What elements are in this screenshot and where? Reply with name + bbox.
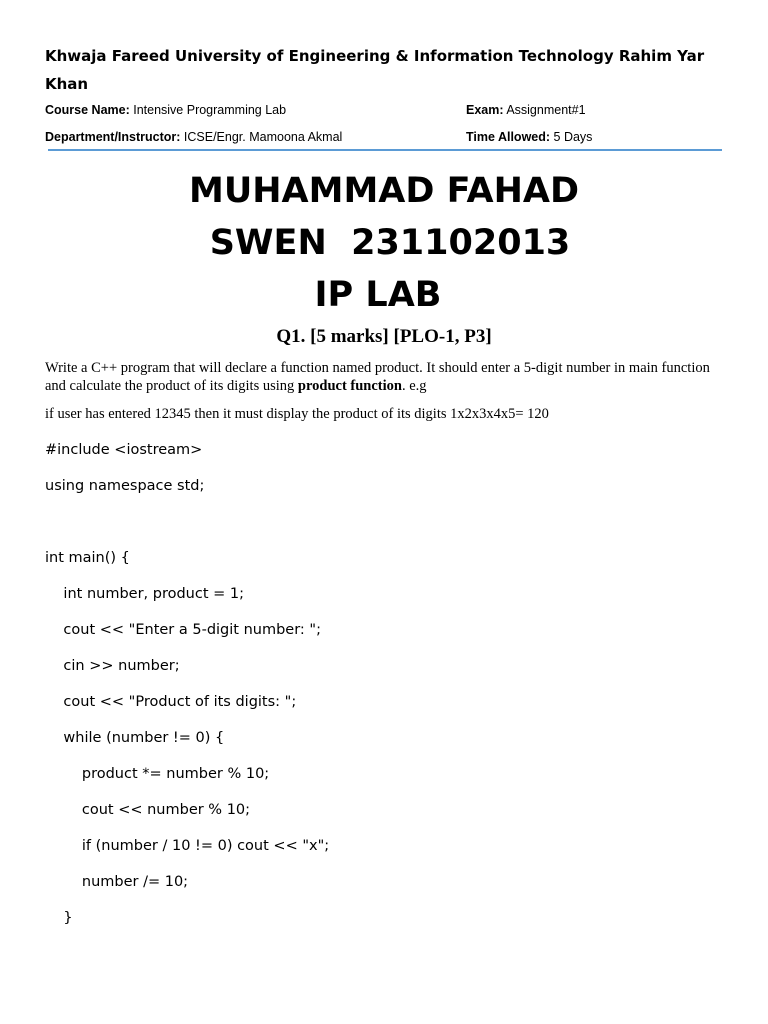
code-line: cout << "Enter a 5-digit number: "; xyxy=(45,622,321,638)
exam-value: Assignment#1 xyxy=(503,103,586,117)
student-id: SWEN 231102013 xyxy=(209,223,571,263)
code-line: cout << number % 10; xyxy=(45,802,251,818)
code-line: cin >> number; xyxy=(45,658,180,674)
exam-label: Exam: xyxy=(466,103,504,117)
code-line: int number, product = 1; xyxy=(45,586,245,602)
code-line: if (number / 10 != 0) cout << "x"; xyxy=(45,838,330,854)
time-allowed-label: Time Allowed: xyxy=(466,130,551,144)
time-allowed-value: 5 Days xyxy=(550,130,593,144)
code-line: } xyxy=(45,910,73,926)
lab-title: IP LAB xyxy=(314,275,442,315)
question-text-part1: Write a C++ program that will declare a function named product. It should enter a 5-digit number in main function and calculate the product of its digits using xyxy=(45,360,710,394)
code-line: using namespace std; xyxy=(45,478,205,494)
university-title: Khwaja Fareed University of Engineering & Information Technology Rahim Yar Khan xyxy=(45,47,705,93)
department-instructor xyxy=(45,129,342,145)
question-text xyxy=(45,359,725,395)
code-line: int main() { xyxy=(45,550,130,566)
course-name-label: Course Name: xyxy=(45,103,130,117)
code-line: while (number != 0) { xyxy=(45,730,225,746)
header-divider xyxy=(48,149,722,151)
department-label: Department/Instructor: xyxy=(45,130,181,144)
department-value: ICSE/Engr. Mamoona Akmal xyxy=(180,130,343,144)
code-line: number /= 10; xyxy=(45,874,189,890)
course-name-value: Intensive Programming Lab xyxy=(129,103,287,117)
code-line: #include <iostream> xyxy=(45,442,203,458)
question-text-bold: product function xyxy=(297,378,402,394)
time-allowed xyxy=(466,129,592,145)
question-heading: Q1. [5 marks] [PLO-1, P3] xyxy=(276,326,492,347)
question-text-part2: . e.g xyxy=(401,378,427,394)
question-example: if user has entered 12345 then it must display the product of its digits 1x2x3x4x5= 120 xyxy=(45,406,549,422)
course-name xyxy=(45,102,286,118)
code-line: product *= number % 10; xyxy=(45,766,270,782)
code-line: cout << "Product of its digits: "; xyxy=(45,694,297,710)
student-name: MUHAMMAD FAHAD xyxy=(188,171,580,211)
exam xyxy=(466,102,586,118)
